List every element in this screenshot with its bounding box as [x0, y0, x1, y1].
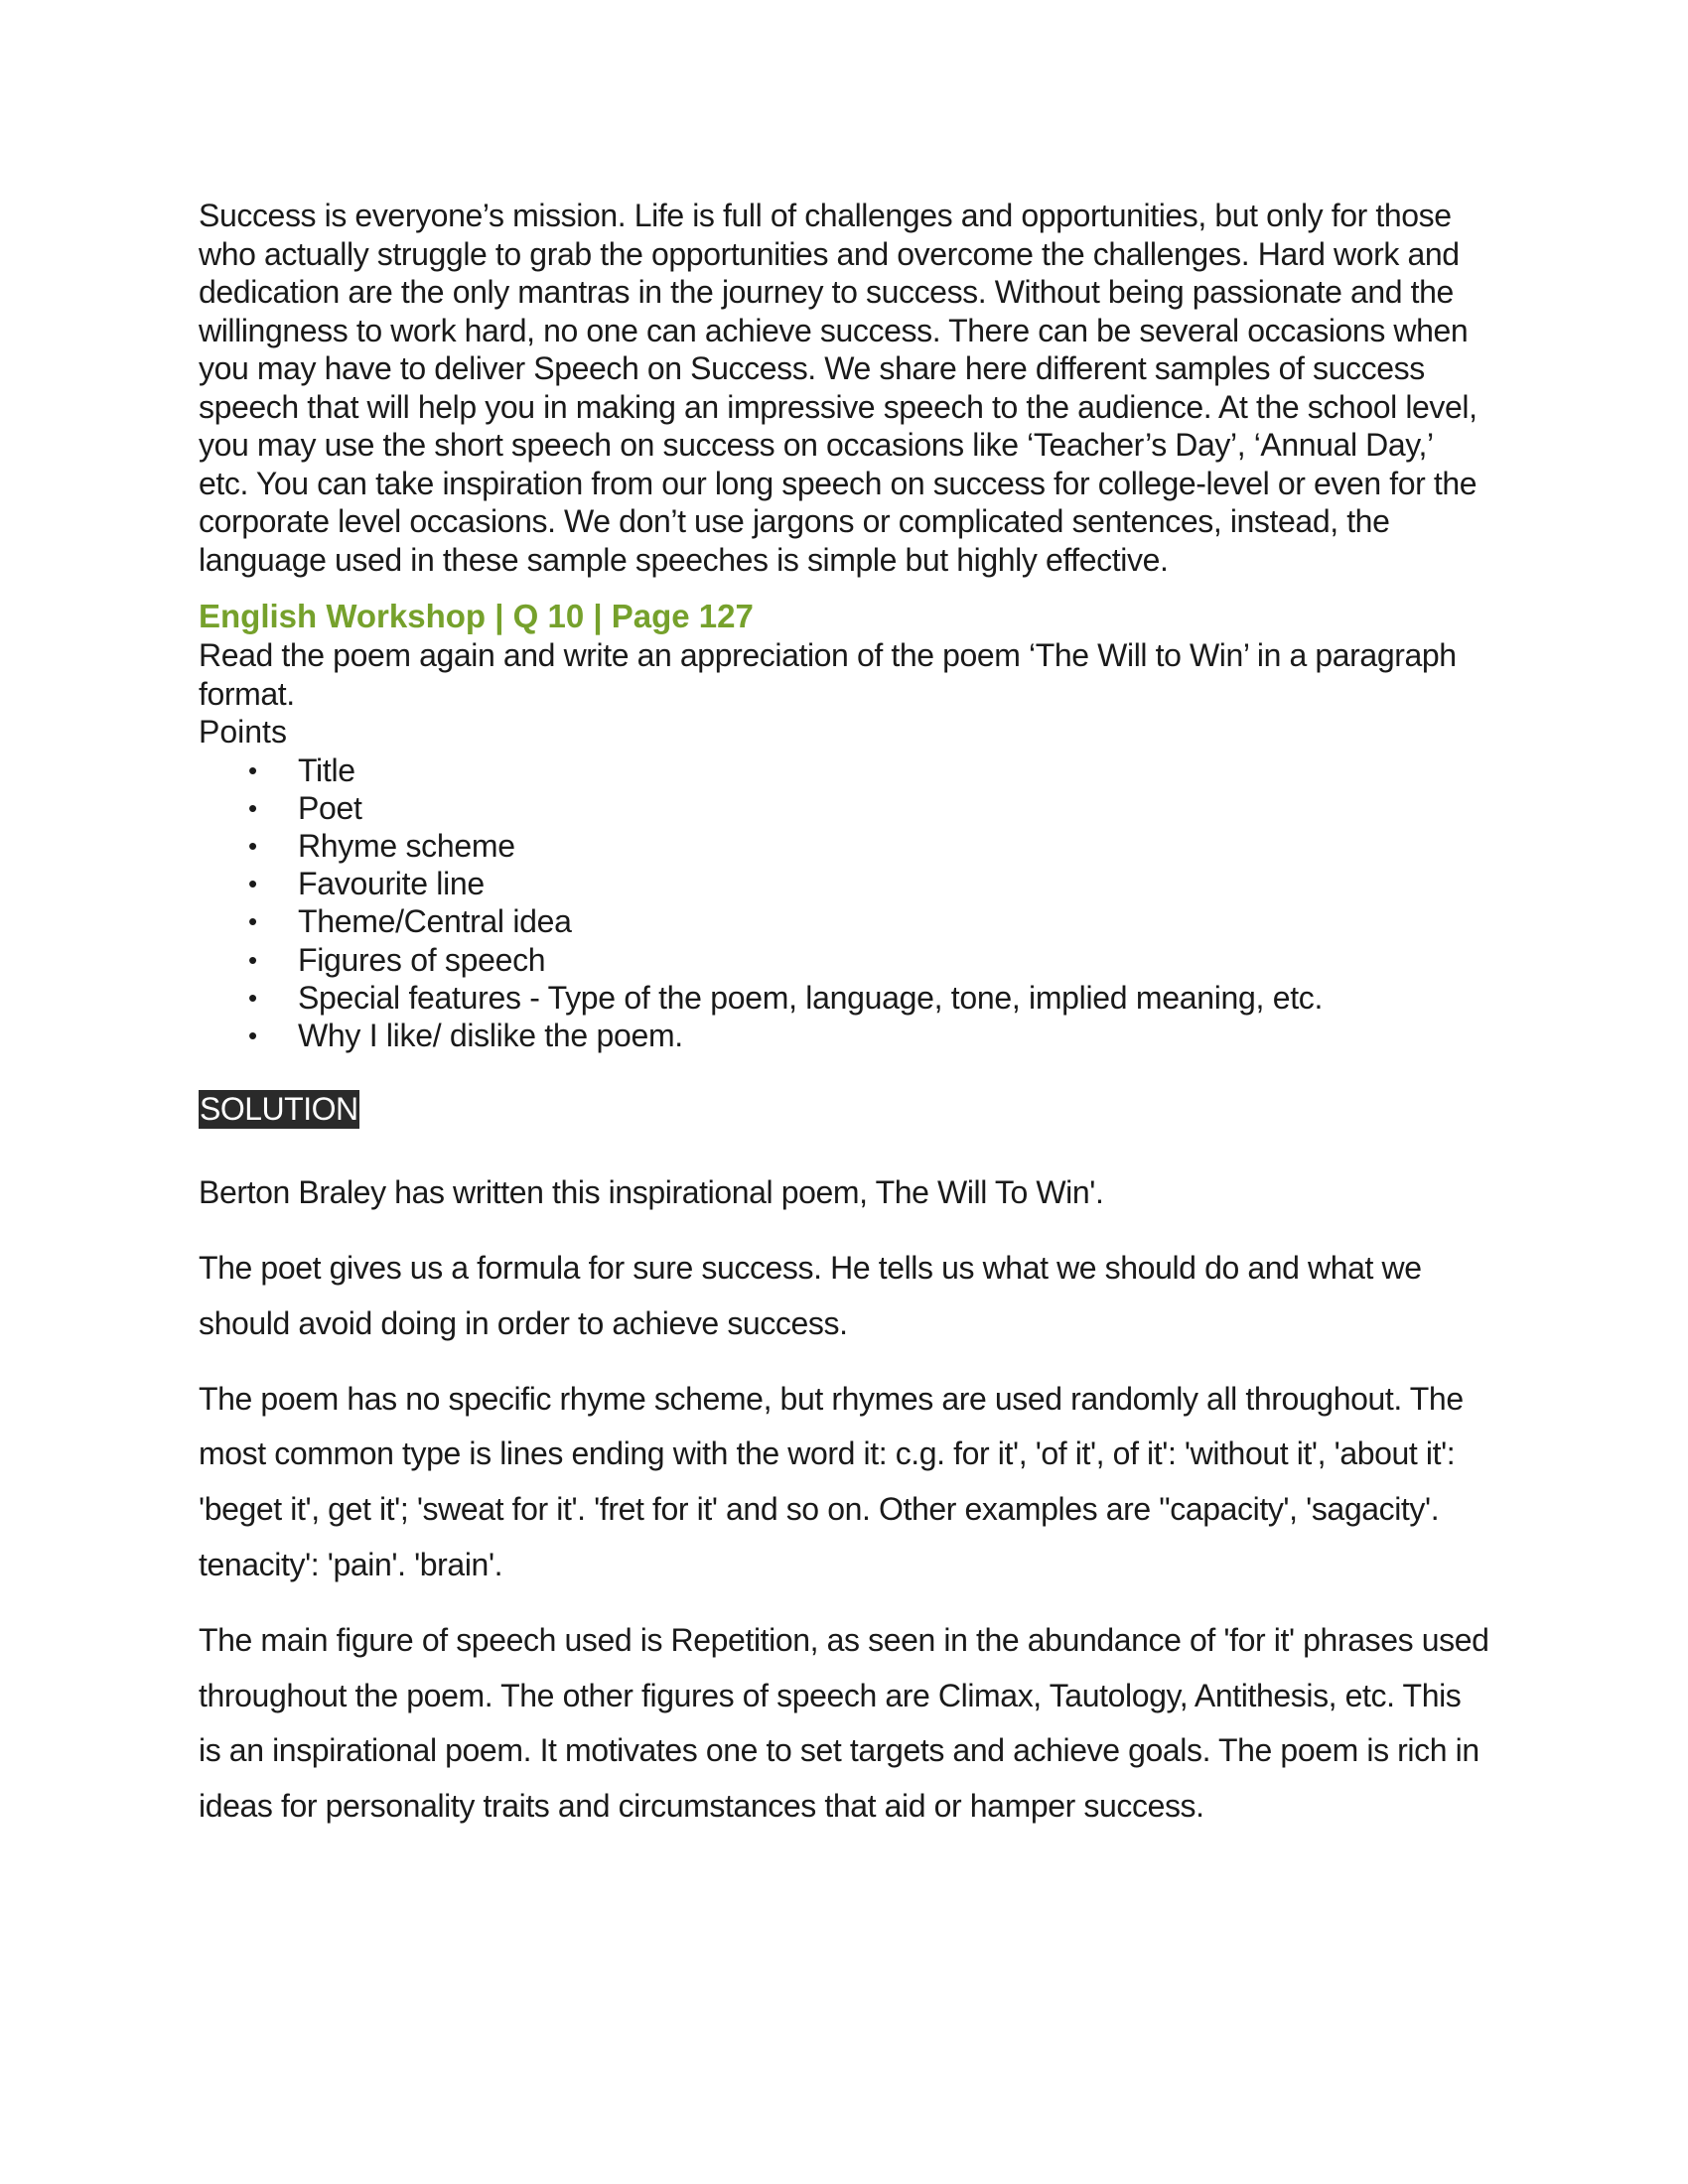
bullet-icon: • — [248, 906, 257, 937]
list-item — [199, 751, 1489, 789]
point-text: Why I like/ dislike the poem. — [298, 1017, 683, 1053]
point-text: Theme/Central idea — [298, 903, 572, 940]
solution-paragraph: The main figure of speech used is Repetition, as seen in the abundance of 'for it' phrases used throughout the poem. The other figures of speech are Climax, Tautology, Antithesis, etc. This is an inspirational poem. It motivates one to set targets and achieve goals. The poem is rich in ideas for personality traits and circumstances that aid or hamper success. — [199, 1621, 1489, 1825]
solution-paragraph: The poet gives us a formula for sure success. He tells us what we should do and what we should avoid doing in order to achieve success. — [199, 1249, 1422, 1341]
solution-label-row — [199, 1090, 1489, 1130]
point-text: Figures of speech — [298, 941, 546, 978]
bullet-icon: • — [248, 982, 257, 1013]
point-text: Title — [298, 751, 355, 788]
list-item — [199, 827, 1489, 865]
points-list — [199, 751, 1489, 1055]
solution-badge: SOLUTION — [200, 1091, 358, 1128]
list-item — [199, 979, 1489, 1017]
point-text: Rhyme scheme — [298, 827, 515, 864]
list-item — [199, 902, 1489, 940]
list-item — [199, 1017, 1489, 1054]
point-text: Poet — [298, 789, 362, 826]
list-item — [199, 865, 1489, 902]
points-label: Points — [199, 714, 287, 750]
list-item — [199, 941, 1489, 979]
section-heading: English Workshop | Q 10 | Page 127 — [199, 598, 754, 634]
solution-paragraph: The poem has no specific rhyme scheme, but rhymes are used randomly all throughout. The most common type is lines ending with the word it: c.g. for it', 'of it', of it': 'without it', 'about it': 'beget it', get it'; 'sweat for it'. 'fret for it' and so on. Other examples are "capacity', 'sagacity'. tenacity': 'pain'. 'brain'. — [199, 1380, 1464, 1582]
bullet-icon: • — [248, 830, 257, 861]
point-text: Special features - Type of the poem, language, tone, implied meaning, etc. — [298, 979, 1324, 1016]
point-text: Favourite line — [298, 866, 485, 902]
bullet-icon: • — [248, 792, 257, 823]
bullet-icon: • — [248, 944, 257, 975]
bullet-icon: • — [248, 869, 257, 899]
intro-paragraph: Success is everyone’s mission. Life is full of challenges and opportunities, but only for those who actually struggle to grab the opportunities and overcome the challenges. Hard work and dedication are the only mantras in the journey to success. Without being passionate and the willingness to work hard, no one can achieve success. There can be several occasions when you may have to deliver Speech on Success. We share here different samples of success speech that will help you in making an impressive speech to the audience. At the school level, you may use the short speech on success on occasions like ‘Teacher’s Day’, ‘Annual Day,’ etc. You can take inspiration from our long speech on success for college-level or even for the corporate level occasions. We don’t use jargons or complicated sentences, instead, the language used in these sample speeches is simple but highly effective. — [199, 198, 1477, 578]
bullet-icon: • — [248, 754, 257, 785]
bullet-icon: • — [248, 1020, 257, 1050]
list-item — [199, 789, 1489, 827]
page-content — [199, 197, 1489, 1835]
solution-paragraph: Berton Braley has written this inspirational poem, The Will To Win'. — [199, 1174, 1104, 1211]
question-text: Read the poem again and write an appreciation of the poem ‘The Will to Win’ in a paragraph format. — [199, 637, 1457, 712]
